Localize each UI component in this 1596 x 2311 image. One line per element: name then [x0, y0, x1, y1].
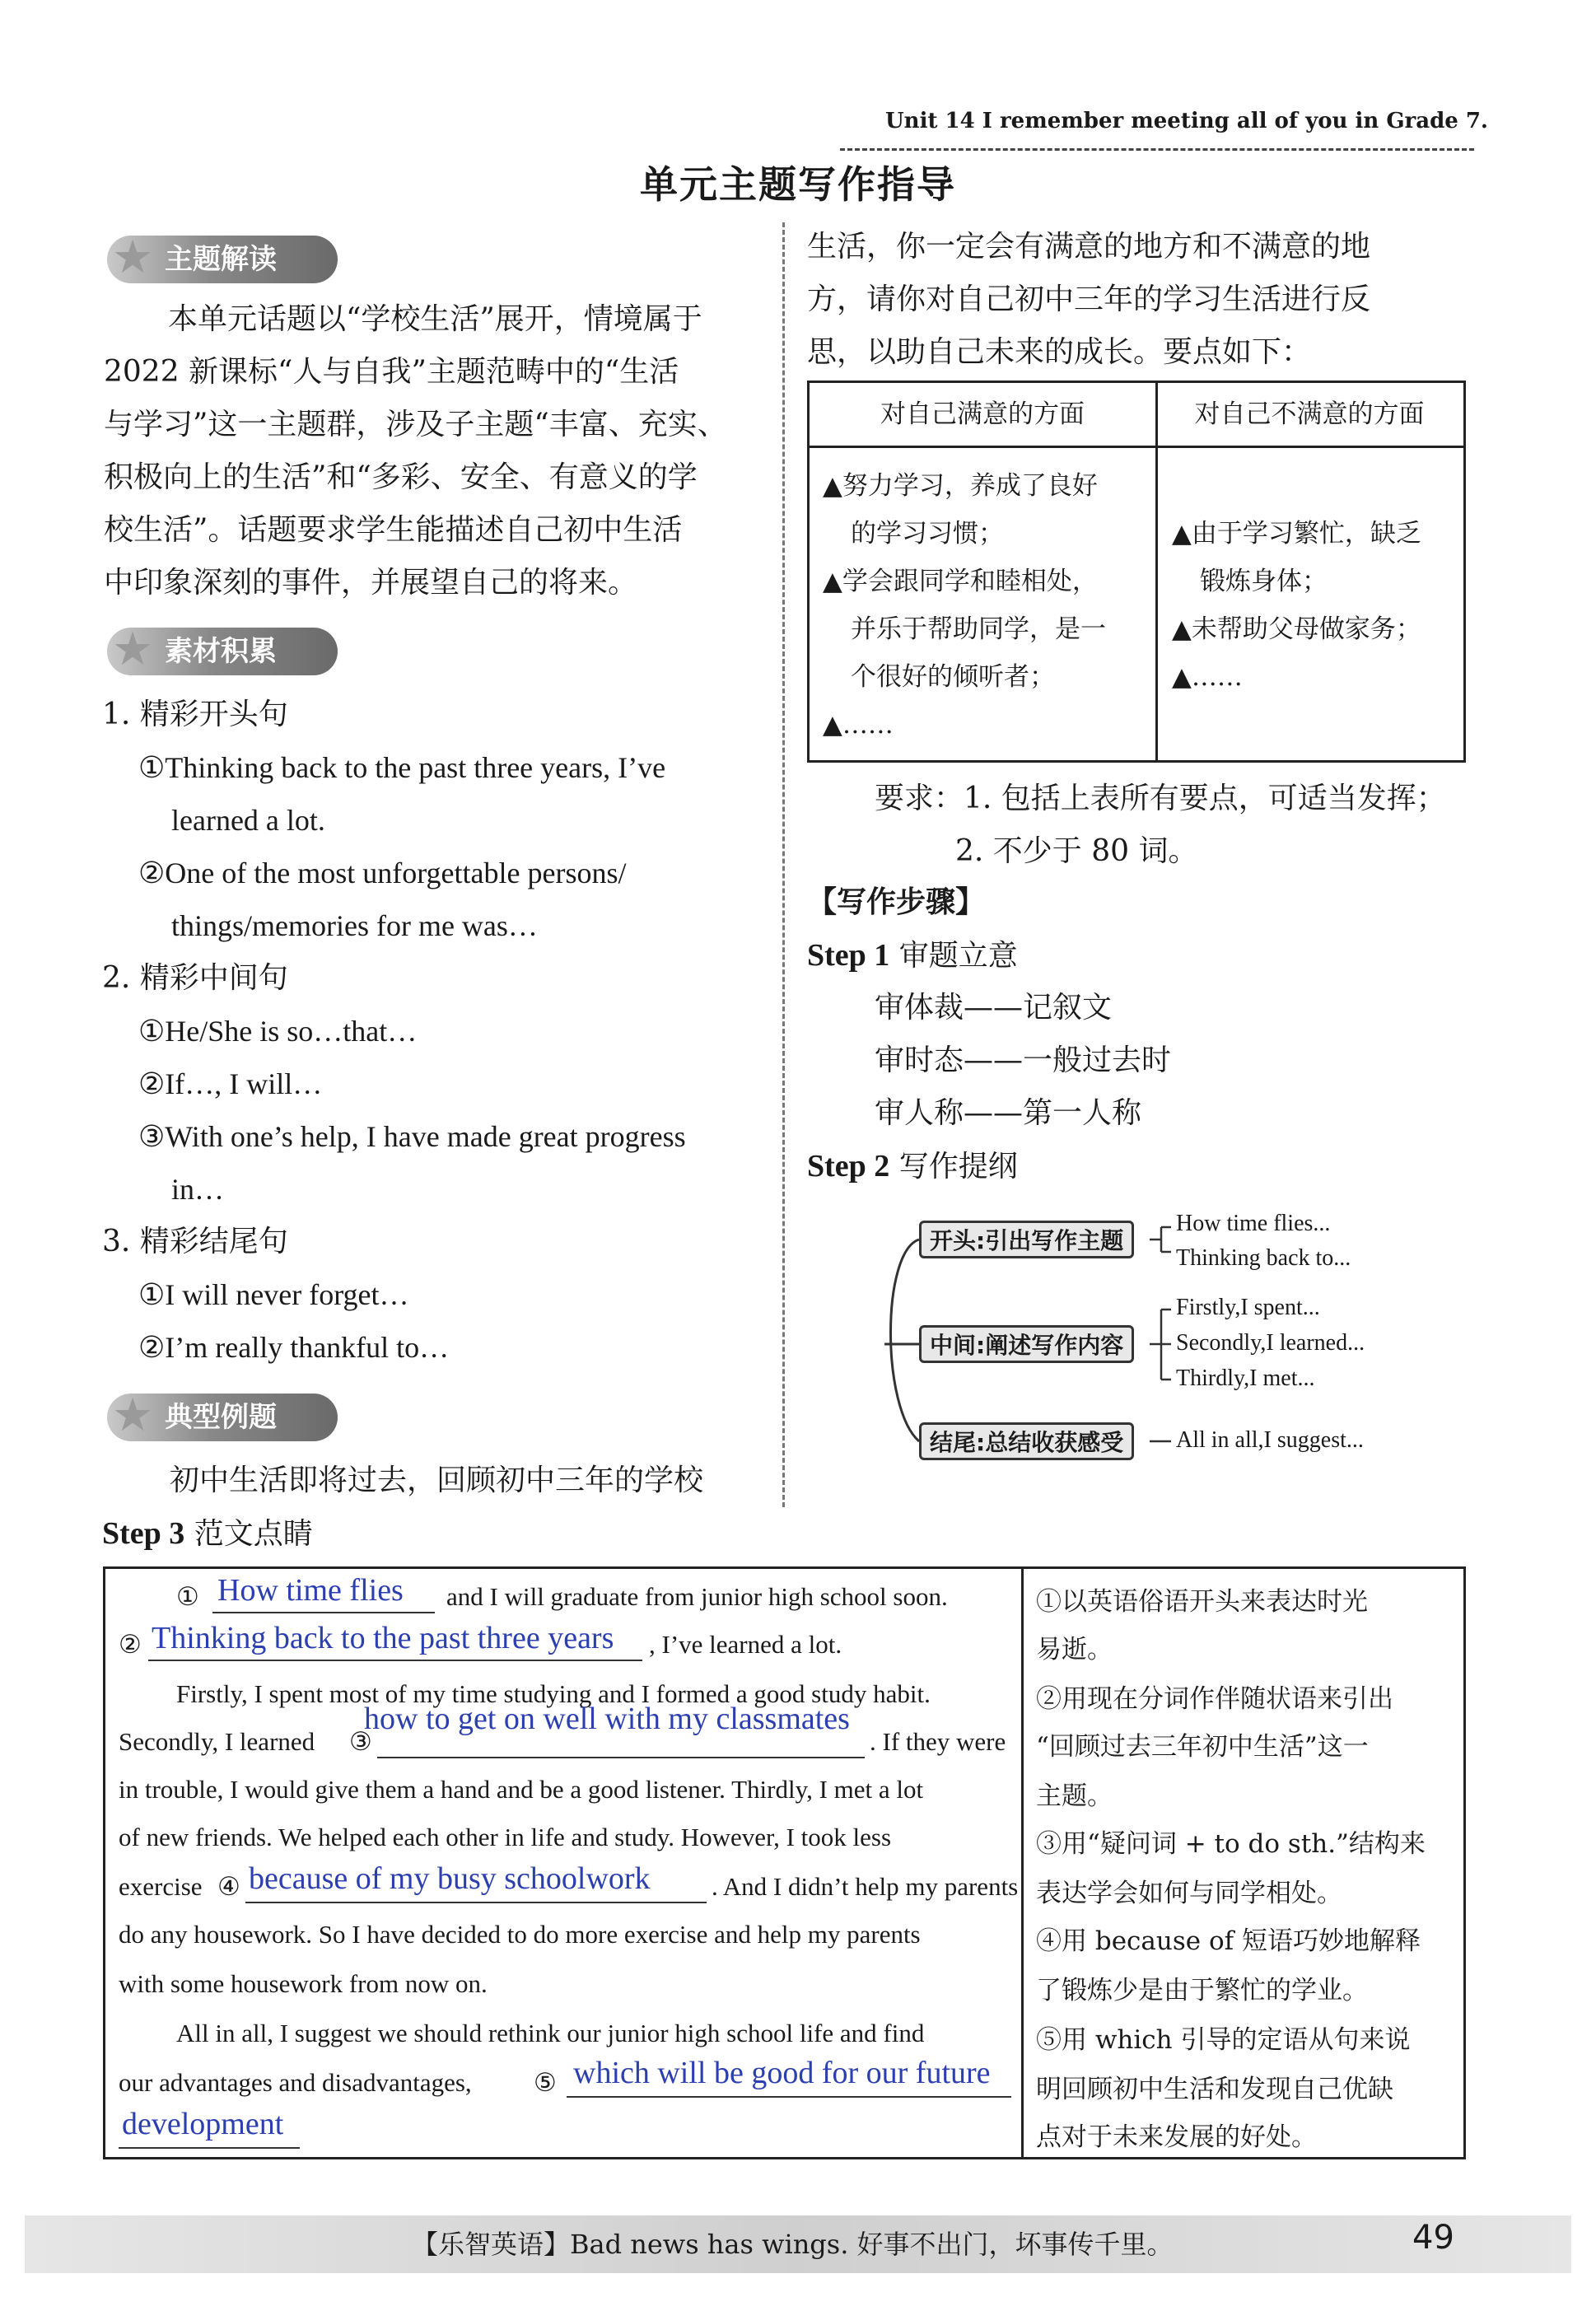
requirement-1: 要求：1. 包括上表所有要点，可适当发挥；: [875, 782, 1446, 815]
step-1-tense: 审时态——一般过去时: [875, 1043, 1172, 1077]
material-opening-1: ①Thinking back to the past three years, I’ve: [138, 751, 666, 784]
outline-middle-2: Secondly,I learned...: [1176, 1330, 1365, 1356]
essay-num-4: ④: [217, 1872, 240, 1901]
note-line: 主题。: [1036, 1781, 1113, 1811]
answer-1: How time flies: [217, 1573, 404, 1608]
example-prompt-cont: [807, 221, 1466, 379]
star-icon: ★: [112, 623, 154, 676]
outline-opening-1: How time flies...: [1176, 1211, 1331, 1236]
step-2: [807, 1140, 1018, 1193]
table-cell-right: [1172, 510, 1421, 701]
star-icon: ★: [112, 231, 154, 284]
material-ending-2: ②I’m really thankful to…: [138, 1331, 450, 1364]
prompt-line: 方，请你对自己初中三年的学习生活进行反: [807, 282, 1371, 316]
prompt-line: 思，以助自己未来的成长。要点如下：: [807, 335, 1312, 369]
step-1-title: 审题立意: [898, 939, 1018, 973]
column-divider: [782, 222, 785, 1507]
material-middle-3-cont: in…: [171, 1173, 225, 1206]
material-ending-1: ①I will never forget…: [138, 1278, 409, 1311]
step-3-title: 范文点睛: [194, 1517, 313, 1551]
note-line: 表达学会如何与同学相处。: [1036, 1879, 1342, 1908]
requirement-2: 2. 不少于 80 词。: [955, 834, 1198, 868]
banner-material-label: 素材积累: [165, 635, 277, 668]
cell-line: 锻炼身体；: [1200, 567, 1328, 596]
essay-num-5: ⑤: [534, 2068, 557, 2097]
banner-example-label: 典型例题: [165, 1401, 277, 1434]
theme-line: 2022 新课标“人与自我”主题范畴中的“生活: [104, 355, 679, 389]
table-header-satisfied: 对自己满意的方面: [810, 383, 1155, 448]
banner-example: [107, 1389, 338, 1442]
theme-paragraph: [104, 293, 763, 609]
essay-line: Firstly, I spent most of my time studying and I formed a good study habit.: [176, 1679, 931, 1708]
step-1: [807, 929, 1018, 983]
note-line: “回顾过去三年初中生活”这一: [1036, 1732, 1369, 1762]
essay-line: with some housework from now on.: [119, 1969, 488, 1998]
essay-line: . And I didn’t help my parents: [712, 1872, 1019, 1901]
essay-num-1: ①: [176, 1582, 199, 1611]
essay-line: our advantages and disadvantages,: [119, 2068, 472, 2097]
key-points-table: [807, 380, 1466, 763]
note-line: 了锻炼少是由于繁忙的学业。: [1036, 1976, 1368, 2005]
essay-line: All in all, I suggest we should rethink our junior high school life and find: [176, 2019, 925, 2047]
material-opening-1-cont: learned a lot.: [171, 804, 325, 837]
cell-line: 的学习习惯；: [851, 519, 1004, 549]
essay-line: exercise: [119, 1872, 203, 1901]
blank-2: [148, 1660, 642, 1661]
note-line: 明回顾初中生活和发现自己优缺: [1036, 2075, 1393, 2104]
note-line: 易逝。: [1036, 1635, 1113, 1664]
blank-5: [567, 2096, 1011, 2098]
outline-middle-1: Firstly,I spent...: [1176, 1295, 1320, 1320]
material-opening-2-cont: things/memories for me was…: [171, 909, 538, 942]
blank-3: [377, 1757, 865, 1758]
cell-line: 个很好的倾听者；: [851, 662, 1055, 692]
answer-3: how to get on well with my classmates: [364, 1702, 850, 1736]
cell-line: ▲学会跟同学和睦相处，: [823, 567, 1098, 596]
material-opening-2: ②One of the most unforgettable persons/: [138, 857, 627, 889]
note-line: ⑤用 which 引导的定语从句来说: [1036, 2025, 1411, 2055]
blank-1: [212, 1612, 435, 1613]
outline-middle-3: Thirdly,I met...: [1176, 1366, 1315, 1391]
theme-line: 与学习”这一主题群，涉及子主题“丰富、充实、: [104, 408, 727, 441]
cell-line: ▲……: [823, 710, 894, 740]
material-middle-3: ③With one’s help, I have made great progress: [138, 1120, 686, 1153]
outline-box-middle: 中间:阐述写作内容: [919, 1325, 1134, 1363]
cell-line: ▲努力学习，养成了良好: [823, 471, 1098, 501]
theme-line: 校生活”。话题要求学生能描述自己初中生活: [104, 513, 683, 547]
footer-proverb: 【乐智英语】Bad news has wings. 好事不出门，坏事传千里。: [412, 2229, 1174, 2260]
material-heading-3: 3. 精彩结尾句: [102, 1225, 288, 1258]
material-heading-1: 1. 精彩开头句: [102, 698, 288, 731]
banner-material: [107, 623, 338, 676]
unit-heading: Unit 14 I remember meeting all of you in Grade 7.: [885, 109, 1488, 133]
essay-line: do any housework. So I have decided to do more exercise and help my parents: [119, 1920, 921, 1949]
theme-line: 中印象深刻的事件，并展望自己的将来。: [104, 566, 638, 600]
cell-line: ▲……: [1172, 662, 1243, 692]
step-3-label: Step 3: [102, 1516, 185, 1551]
cell-line: ▲未帮助父母做家务；: [1172, 614, 1421, 644]
blank-5-cont: [119, 2147, 300, 2149]
note-line: ②用现在分词作伴随状语来引出: [1036, 1684, 1393, 1714]
blank-4: [245, 1902, 707, 1903]
table-divider: [1155, 383, 1158, 760]
step-2-title: 写作提纲: [898, 1150, 1018, 1184]
answer-5-cont: development: [122, 2107, 284, 2141]
outline-ending-1: All in all,I suggest...: [1176, 1427, 1364, 1453]
example-prompt-start: 初中生活即将过去，回顾初中三年的学校: [170, 1464, 704, 1497]
note-line: ③用“疑问词 + to do sth.”结构来: [1036, 1829, 1426, 1859]
outline-opening-2: Thinking back to...: [1176, 1245, 1351, 1271]
essay-line: and I will graduate from junior high school soon.: [446, 1582, 948, 1611]
theme-line: 积极向上的生活”和“多彩、安全、有意义的学: [104, 460, 698, 494]
step-1-label: Step 1: [807, 938, 890, 973]
material-middle-1: ①He/She is so…that…: [138, 1015, 418, 1048]
material-middle-2: ②If…, I will…: [138, 1067, 323, 1100]
page-number: 49: [1412, 2219, 1454, 2257]
answer-4: because of my busy schoolwork: [249, 1861, 651, 1896]
cell-line: ▲由于学习繁忙，缺乏: [1172, 519, 1421, 549]
note-line: 点对于未来发展的好处。: [1036, 2122, 1317, 2152]
outline-box-opening: 开头:引出写作主题: [919, 1221, 1134, 1258]
step-1-genre: 审体裁——记叙文: [875, 991, 1113, 1025]
banner-theme-label: 主题解读: [165, 243, 277, 276]
step-2-label: Step 2: [807, 1149, 890, 1184]
banner-theme: [107, 231, 338, 284]
essay-num-3: ③: [349, 1727, 372, 1756]
table-header-unsatisfied: 对自己不满意的方面: [1155, 383, 1463, 448]
page-title: 单元主题写作指导: [640, 162, 956, 207]
table-cell-left: [823, 462, 1106, 749]
essay-line: Secondly, I learned: [119, 1727, 315, 1756]
note-line: ①以英语俗语开头来表达时光: [1036, 1587, 1368, 1617]
prompt-line: 生活，你一定会有满意的地方和不满意的地: [807, 230, 1371, 264]
essay-line: of new friends. We helped each other in life and study. However, I took less: [119, 1823, 892, 1851]
step-1-person: 审人称——第一人称: [875, 1096, 1142, 1130]
cell-line: 并乐于帮助同学，是一: [851, 614, 1106, 644]
essay-num-2: ②: [119, 1630, 142, 1659]
star-icon: ★: [112, 1389, 154, 1442]
writing-steps-heading: 【写作步骤】: [807, 885, 986, 919]
material-heading-2: 2. 精彩中间句: [102, 961, 288, 995]
model-essay: [103, 1566, 1466, 2159]
essay-line: . If they were: [870, 1727, 1006, 1756]
header-divider: [840, 148, 1474, 151]
note-line: ④用 because of 短语巧妙地解释: [1036, 1926, 1421, 1956]
answer-2: Thinking back to the past three years: [152, 1621, 614, 1655]
step-3: [102, 1507, 313, 1561]
answer-5: which will be good for our future: [573, 2056, 991, 2090]
theme-line: 本单元话题以“学校生活”展开，情境属于: [168, 302, 702, 336]
essay-line: in trouble, I would give them a hand and be a good listener. Thirdly, I met a lot: [119, 1775, 924, 1804]
essay-line: , I’ve learned a lot.: [649, 1630, 842, 1659]
outline-box-ending: 结尾:总结收获感受: [919, 1422, 1134, 1460]
